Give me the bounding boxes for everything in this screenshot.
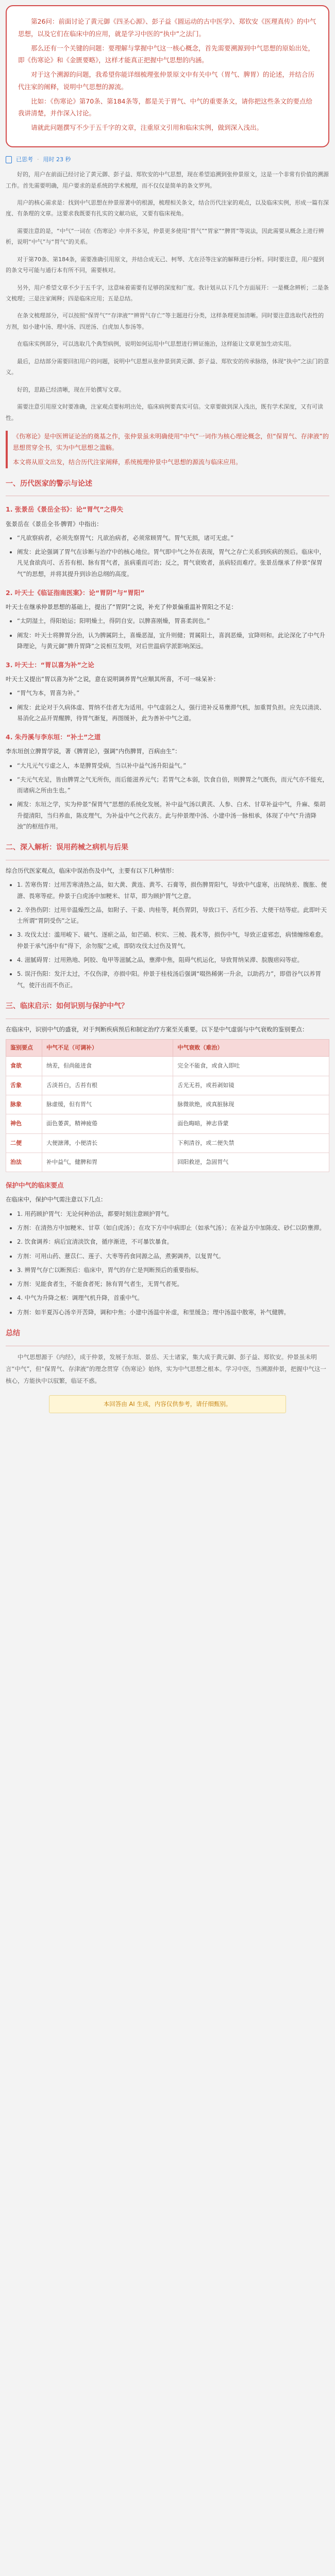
thinking-meta[interactable] xyxy=(6,155,329,165)
table-header-row xyxy=(6,1039,329,1056)
question-paragraph: 那么还有一个关键的问题：要理解与掌握中气这一核心概念，首先需要溯源到中气思想的原始出处，即《伤寒论》和《金匮要略》，这样才能真正把握中气思想的内涵。 xyxy=(18,44,315,64)
list-item: • 方剂：在清热方中加粳米、甘草（如白虎汤）；在攻下方中中病即止（如承气汤）；在补益方中加陈皮、砂仁以防壅滞。 xyxy=(17,1223,329,1233)
intro-quote-line: 《伤寒论》是中医辨证论治的奠基之作，张仲景虽未明确使用“中气”一词作为核心理论概念，但“保胃气、存津液”的思想贯穿全书，实为中气思想之滥觞。 xyxy=(13,432,329,452)
subsection-intro: 叶天士又提出“胃以喜为补”之说，意在说明调养胃气应顺其所喜，不可一味呆补： xyxy=(6,675,220,683)
table-cell: 脉象 xyxy=(6,1095,42,1114)
bullet-list xyxy=(6,1209,329,1318)
table-cell: 食欲 xyxy=(6,1057,42,1076)
thinking-paragraph: 好的，用户在前面已经讨论了黄元御、彭子益、郑钦安的中气思想，现在希望追溯到张仲景原文，这是一个非常有价值的溯源工作。首先需要明确，用户要求的是系统的学术梳理，而不仅仅是简单的条文罗列。 xyxy=(6,171,329,189)
list-item: • 阐发：叶天士将脾胃分治，认为脾属阴土，喜燥恶湿，宜升则健；胃属阳土，喜润恶燥，宜降则和。此论深化了中气升降理论，与黄元御“脾升胃降”之说相互发明，对后世温病学派影响深远。 xyxy=(17,630,329,652)
table-cell: 补中益气，健脾和胃 xyxy=(42,1153,173,1172)
table-header: 鉴别要点 xyxy=(6,1039,42,1056)
table-header: 中气不足（可调补） xyxy=(42,1039,173,1056)
bullet-list xyxy=(6,688,329,724)
table-cell: 舌淡苔白，舌苔有根 xyxy=(42,1076,173,1095)
question-paragraph: 第26问：前面讨论了黄元御《四圣心源》、彭子益《圆运动的古中医学》、郑钦安《医理真传》的中气思想，以及它们在临床中的应用，就是学习中医的“执中”之法门。 xyxy=(18,18,316,38)
table-cell: 纳差，但尚能进食 xyxy=(42,1057,173,1076)
section-heading: 总结 xyxy=(6,1329,20,1337)
intro-quote xyxy=(6,431,329,468)
list-item: • 方剂：如半夏泻心汤辛开苦降，调和中焦；小建中汤温中补虚，和里缓急；理中汤温中散寒，补气健脾。 xyxy=(17,1307,329,1318)
table-cell: 脉微欲绝，或真脏脉现 xyxy=(173,1095,329,1114)
subsection-heading: 3. 叶天士：“胃以喜为补”之论 xyxy=(6,661,94,669)
question-paragraph: 比如：《伤寒论》第70条、第184条等，都是关于胃气、中气的重要条文，请你把这些条文的要点给我讲清楚，并作深入讨论。 xyxy=(18,97,313,117)
table-header: 中气衰败（难治） xyxy=(173,1039,329,1056)
table-cell: 治法 xyxy=(6,1153,42,1172)
table-row xyxy=(6,1076,329,1095)
list-item: • 4. 中气为升降之枢：调理气机升降，首重中气。 xyxy=(17,1293,329,1303)
thinking-paragraph: 在临床实例部分，可以选取几个典型病例，说明如何运用中气思想进行辨证施治，这样能让文章更加生动实用。 xyxy=(17,341,295,348)
list-item: • 4. 滋腻碍胃：过用熟地、阿胶、龟甲等滋腻之品，壅滞中焦，阻碍气机运化，导致胃纳呆滞、脘腹痞闷等症。 xyxy=(17,955,329,965)
list-item: • 阐发：东垣之学，实为仲景“保胃气”思想的系统化发展。补中益气汤以黄芪、人参、白术、甘草补益中气，升麻、柴胡升提清阳，当归养血，陈皮理气，为补益中气之代表方。此与仲景理中汤、小建中汤一脉相承，体现了中气“升清降浊”的枢纽作用。 xyxy=(17,799,329,832)
list-item: • 1. 用药顾护胃气：无论何种治法，都要时刻注意顾护胃气。 xyxy=(17,1209,329,1219)
question-paragraph: 对于这个溯源的问题，我希望你能详细梳理张仲景原文中有关中气（胃气、脾胃）的论述，并结合历代注家的阐释，说明中气思想的源流。 xyxy=(18,71,315,91)
section-intro: 综合历代医家观点，临床中误治伤及中气，主要有以下几种情形： xyxy=(6,867,178,875)
table-cell: 完全不能食，或食入即吐 xyxy=(173,1057,329,1076)
table-cell: 面色萎黄，精神疲倦 xyxy=(42,1114,173,1133)
section-heading: 一、历代医家的警示与论述 xyxy=(6,479,92,488)
list-item: • “凡欲察病者，必须先察胃气；凡欲治病者，必须常顾胃气。胃气无损，诸可无虑。” xyxy=(17,533,329,544)
table-row xyxy=(6,1114,329,1133)
bullet-list xyxy=(6,760,329,833)
table-cell: 大便溏薄，小便清长 xyxy=(42,1133,173,1153)
subsection-heading: 4. 朱丹溪与李东垣：“补土”之道 xyxy=(6,733,101,741)
thinking-paragraph: 需要注意的是，“中气”一词在《伤寒论》中并不多见，仲景更多使用“胃气”“胃家”“脾胃”等说法，因此需要从概念上进行辨析，说明“中气”与“胃气”的关系。 xyxy=(6,227,324,246)
intro-quote-line: 本文将从原文出发，结合历代注家阐释，系统梳理仲景中气思想的源流与临床应用。 xyxy=(13,459,242,466)
document-icon xyxy=(6,156,12,163)
list-item: • “胃气为本，胃喜为补。” xyxy=(17,688,329,699)
subsection-intro: 张景岳在《景岳全书·脾胃》中指出： xyxy=(6,520,103,528)
subsection-intro: 叶天士在继承仲景思想的基础上，提出了“胃阴”之说，补充了仲景偏重温补胃阳之不足： xyxy=(6,603,237,611)
table-row xyxy=(6,1095,329,1114)
list-item: • 阐发：此论强调了胃气在诊断与治疗中的核心地位。胃气即中气之外在表现，胃气之存亡关系到疾病的预后。临床中，凡见食欲尚可、舌苔有根、脉有胃气者，虽病重而可治；反之，胃气衰败者，虽病轻而难疗。张景岳继承了仲景“保胃气”的思想，并将其提升到诊治总纲的高度。 xyxy=(17,547,329,580)
subsection-heading: 2. 叶天士《临证指南医案》：论“胃阴”与“胃阳” xyxy=(6,588,145,597)
thinking-paragraph: 对于第70条、第184条，需要准确引用原文，并结合成无己、柯琴、尤在泾等注家的解释进行分析。同时要注意，用户提到的条文号可能与通行本有所不同，需要核对。 xyxy=(6,256,324,274)
list-item: • 5. 误汗伤阳：发汗太过，不仅伤津，亦损中阳。仲景于桂枝汤后强调“啜热稀粥一升余，以助药力”，即借谷气以养胃气，使汗出而不伤正。 xyxy=(17,969,329,991)
question-paragraph: 请就此问题撰写不少于五千字的文章，注重原文引用和临床实例，做到深入浅出。 xyxy=(31,124,263,131)
list-item: • 3. 辨胃气存亡以断预后：临床中，胃气的存亡是判断预后的重要指标。 xyxy=(17,1265,329,1276)
table-cell: 下利清谷，或二便失禁 xyxy=(173,1133,329,1153)
list-item: • 2. 饮食调养：病后宜清淡饮食，循序渐进，不可暴饮暴食。 xyxy=(17,1236,329,1247)
subsection-intro: 在临床中，保护中气需注意以下几点： xyxy=(6,1196,107,1204)
subsection-heading: 保护中气的临床要点 xyxy=(6,1181,64,1190)
conclusion-paragraph: 中气思想源于《内经》，成于仲景，发展于东垣、景岳、天士诸家，集大成于黄元御、彭子益、郑钦安。仲景虽未明言“中气”，但“保胃气、存津液”的理念贯穿《伤寒论》始终，实为中气思想之根本。学习中医，当溯源仲景，把握中气这一核心，方能执中以驭繁，临证不惑。 xyxy=(6,1353,326,1384)
section-heading: 三、临床启示：如何识别与保护中气？ xyxy=(6,1002,128,1010)
table-cell: 舌象 xyxy=(6,1076,42,1095)
comparison-table xyxy=(6,1039,329,1172)
table-cell: 神色 xyxy=(6,1114,42,1133)
list-item: • “太阴湿土，得阳始运；阳明燥土，得阴自安。以脾喜刚燥，胃喜柔润也。” xyxy=(17,616,329,626)
section-heading: 二、深入解析：误用药械之病机与后果 xyxy=(6,843,128,852)
list-item: • 1. 苦寒伤胃：过用苦寒清热之品，如大黄、黄连、黄芩、石膏等，损伤脾胃阳气，导致中气虚寒，出现纳差、腹胀、便溏、畏寒等症。仲景于白虎汤中加粳米、甘草，即为顾护胃气之意。 xyxy=(17,879,329,902)
subsection-heading: 1. 张景岳《景岳全书》：论“胃气”之得失 xyxy=(6,505,123,514)
table-row xyxy=(6,1133,329,1153)
list-item: • 3. 攻伐太过：滥用峻下、破气、逐瘀之品，如芒硝、枳实、三棱、莪术等，损伤中气，导致正虚邪恋，病情缠绵难愈。仲景于承气汤中有“得下，余勿服”之戒，即防攻伐太过伤及胃气。 xyxy=(17,929,329,952)
list-item: • “夫元气充足，皆由脾胃之气无所伤，而后能滋养元气；若胃气之本弱，饮食自倍，则脾胃之气既伤，而元气亦不能充，而诸病之所由生也。” xyxy=(17,774,329,796)
bullet-list xyxy=(6,879,329,990)
ai-disclaimer: 本回答由 AI 生成，内容仅供参考，请仔细甄别。 xyxy=(49,1395,286,1413)
separator: · xyxy=(37,156,39,163)
section-intro: 在临床中，识别中气的盛衰，对于判断疾病预后和制定治疗方案至关重要。以下是中气虚弱与中气衰败的鉴别要点： xyxy=(6,1025,308,1033)
bullet-list xyxy=(6,616,329,652)
thinking-paragraph: 需要注意引用原文时要准确，注家观点要标明出处，临床病例要真实可信。文章要做到深入浅出，既有学术深度，又有可读性。 xyxy=(6,403,323,421)
table-row xyxy=(6,1153,329,1172)
thinking-paragraph: 最后，总结部分需要回扣用户的问题，说明中气思想从张仲景到黄元御、彭子益、郑钦安的传承脉络，体现“执中”之法门的意义。 xyxy=(6,358,329,376)
list-item: • “大凡元气亏虚之人，本是脾胃受病，当以补中益气汤升阳益气。” xyxy=(17,760,329,771)
question-card xyxy=(6,5,329,147)
list-item: • 方剂：见能食者生，不能食者死；脉有胃气者生，无胃气者死。 xyxy=(17,1279,329,1290)
subsection-intro: 李东垣创立脾胃学说，著《脾胃论》，强调“内伤脾胃，百病由生”： xyxy=(6,748,181,755)
list-item: • 方剂：可用山药、薏苡仁、莲子、大枣等药食同源之品，煮粥调养，以复胃气。 xyxy=(17,1251,329,1262)
thinking-paragraph: 好的，思路已经清晰，现在开始撰写文章。 xyxy=(17,386,125,393)
thinking-time: 用时 23 秒 xyxy=(43,156,71,163)
table-cell: 舌光无苔，或苔剥如镜 xyxy=(173,1076,329,1095)
thinking-label: 已思考 xyxy=(16,156,33,163)
table-cell: 回阳救逆，急固胃气 xyxy=(173,1153,329,1172)
list-item: • 阐发：此论对于久病体虚、胃纳不佳者尤为适用。中气虚弱之人，强行进补反易壅滞气机，加重胃负担。应先以清淡、易消化之品开胃醒脾，待胃气渐复，再图缓补，此为善补中气之道。 xyxy=(17,702,329,724)
table-cell: 面色晦暗，神志昏蒙 xyxy=(173,1114,329,1133)
bullet-list xyxy=(6,533,329,580)
table-cell: 脉虚缓，但有胃气 xyxy=(42,1095,173,1114)
table-row xyxy=(6,1057,329,1076)
list-item: • 2. 辛热伤阴：过用辛温燥烈之品，如附子、干姜、肉桂等，耗伤胃阴，导致口干、舌红少苔、大便干结等症。此即叶天士所谓“胃阴受伤”之证。 xyxy=(17,905,329,927)
thinking-paragraph: 用户的核心需求是：找到中气思想在仲景原著中的根源，梳理相关条文，结合历代注家的观点，以及临床实例，形成一篇有深度、有条理的文章。这要求我既要有扎实的文献功底，又要有临床视角。 xyxy=(6,199,329,217)
thinking-paragraph: 另外，用户希望文章不少于五千字，这意味着需要有足够的深度和广度。我计划从以下几个方面展开：一是概念辨析；二是条文梳理；三是注家阐释；四是临床应用；五是总结。 xyxy=(6,284,329,302)
table-cell: 二便 xyxy=(6,1133,42,1153)
thinking-paragraph: 在条文梳理部分，可以按照“保胃气”“存津液”“辨胃气存亡”等主题进行分类，这样条理更加清晰。同时要注意选取代表性的方剂，如小建中汤、理中汤、四逆汤、白虎加人参汤等。 xyxy=(6,312,324,330)
